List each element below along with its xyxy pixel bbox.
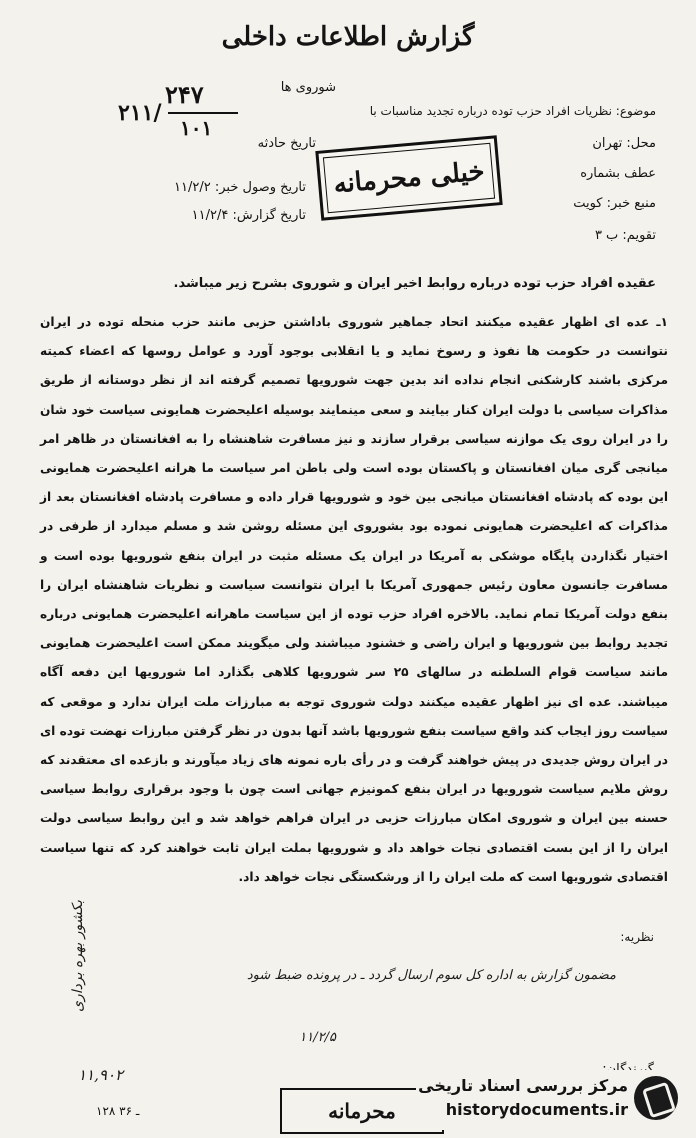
reference-label: عطف بشماره xyxy=(580,166,656,181)
ref-divider xyxy=(168,112,238,114)
incident-date-label: تاریخ حادثه xyxy=(257,136,316,151)
watermark-url: historydocuments.ir xyxy=(445,1100,628,1119)
bottom-stamp-text: محرمانه xyxy=(328,1099,396,1123)
document-number: ۱۲۸ ـ ۳۶ xyxy=(96,1104,140,1118)
vertical-handwritten-note: بکشور بهره برداری xyxy=(70,900,86,1012)
source-line: منبع خبر: کویت xyxy=(573,196,656,211)
ref-number-top: ۲۴۷ xyxy=(165,80,204,109)
receipt-date: تاریخ وصول خبر: ۱۱/۲/۲ xyxy=(174,180,306,195)
evaluation-line: تقویم: ب ۳ xyxy=(594,228,656,243)
top-secret-stamp xyxy=(315,135,502,221)
ref-number-bottom: ۱۰۱ xyxy=(180,116,213,140)
subject-line: موضوع: نظریات افراد حزب توده درباره تجدید مناسبات با xyxy=(369,104,656,118)
report-body: ۱ـ عده ای اظهار عقیده میکنند اتحاد جماهیر شوروی باداشتن حزبی مانند حزب منحله توده در ایران نتوانست در حکومت ها نفوذ و رسوخ نماید و یا انقلابی بوجود آورد و عوامل روسها که اعضاء کمیته مرکزی باشند کارشکنی انجام نداده اند بدین جهت شورویها تصمیم گرفته اند از نظر دوستانه از طریق مذاکرات سیاسی با دولت ایران کنار بیایند و سعی مینمایند بوسیله اعلیحضرت همایونی سیاست خود شان را در ایران روی یک موازنه سیاسی برقرار سازند و نیز مسافرت شاهنشاه را به افغانستان در ظاهر امر میانجی گری میان افغانستان و پاکستان بوده است ولی باطن امر سیاست ما هرانه اعلیحضرت همایونی این بوده که پادشاه افغانستان میانجی بین خود و شورویها قرار داده و مسافرت پادشاه افغانستان بعد از مذاکرات که اعلیحضرت همایونی نموده بود بشوروی این مسئله روشن شد و مسلم میدارد از طرفی در اختیار نگذاردن پایگاه موشکی به آمریکا در ایران یک مسئله مثبت در ایران بنفع شورویها بوده است و مسافرت جانسون معاون رئیس جمهوری آمریکا با ایران نتوانست سیاست و نظریات شاهنشاه ایران را بنفع دولت آمریکا تمام نماید. بالاخره افراد حزب توده از این سیاست ماهرانه اعلیحضرت همایونی درباره تجدید روابط بین شورویها و ایران راضی و خشنود میباشند ولی میگویند ممکن است اعلیحضرت همایونی مانند سیاست قوام السلطنه در سالهای ۲۵ سر شورویها کلاهی بگذارد اما شورویها این دفعه آگاه میباشند. عده ای نیز اظهار عقیده میکنند دولت شوروی توجه به مبارزات ملت ایران ندارد و موقعی که سیاست روز ایجاب کند واقع سیاست بنفع شورویها باشد آنها بدون در نظر گرفتن مبارزات نهضت توده ای در ایران روش جدیدی در پیش خواهند گرفت و در رأی باره نمونه های زیاد میآورند و بازعده ای معتقدند که روش ملایم سیاست شورویها در ایران بنفع کمونیزم جهانی است چون با وجود برقراری روابط سیاسی حسنه بین ایران و شوروی امکان مبارزات حزبی در ایران فراهم خواهد شد و این روابط سیاسی دولت ایران را از این بست اقتصادی نجات خواهد داد و شورویها بملت ایران ثابت خواهند کرد که تنها سیاست اقتصادی شورویها است که ملت ایران را از ورشکستگی نجات خواهد داد. xyxy=(40,315,669,884)
place-line: محل: تهران xyxy=(592,136,656,151)
report-title: گزارش اطلاعات داخلی xyxy=(221,22,475,52)
handwritten-initial: ۱۱/۲/۵ xyxy=(299,1030,336,1045)
note-label: نظریه: xyxy=(620,930,654,944)
stamp-inner-border xyxy=(323,143,495,213)
stamp-text: خیلی محرمانه xyxy=(332,156,486,200)
handwritten-note: مضمون گزارش به اداره کل سوم ارسال گردد ـ در پرونده ضبط شود xyxy=(246,968,616,983)
vertical-number: ۱۱,۹۰۲ xyxy=(78,1066,124,1084)
archive-watermark xyxy=(416,1070,686,1130)
watermark-name: مرکز بررسی اسناد تاریخی xyxy=(418,1076,628,1095)
document-archive-icon xyxy=(634,1076,678,1120)
report-date: تاریخ گزارش: ۱۱/۲/۴ xyxy=(191,208,306,223)
subject-tail: شوروی ها xyxy=(280,80,336,95)
ref-number-slash: ۲۱۱/ xyxy=(118,100,162,126)
report-intro: عقیده افراد حزب توده درباره روابط اخیر ایران و شوروی بشرح زیر میباشد. xyxy=(173,276,656,291)
